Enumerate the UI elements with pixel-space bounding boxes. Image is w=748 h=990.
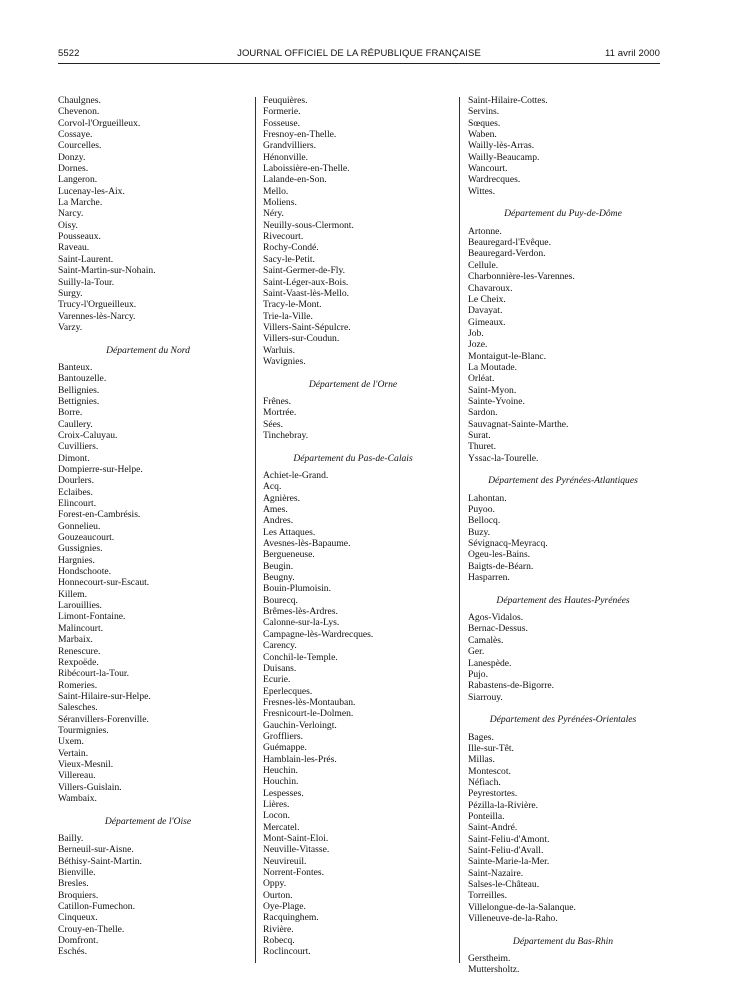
commune-entry: Saint-Feliu-d'Avall.	[468, 845, 544, 856]
commune-entry: Narcy.	[58, 208, 84, 220]
commune-entry: Dompierre-sur-Helpe.	[58, 464, 143, 475]
commune-entry: Croix-Caluyau.	[58, 429, 118, 441]
commune-entry: Racquinghem.	[263, 912, 319, 924]
commune-entry: Hondschoote.	[58, 566, 112, 578]
commune-entry: Pousseaux.	[58, 231, 101, 243]
commune-entry: Ger.	[468, 646, 485, 658]
spacer	[263, 367, 443, 378]
commune-entry: Bourecq.	[263, 594, 298, 606]
commune-entry: Achiet-le-Grand.	[263, 470, 329, 481]
commune-entry: Le Cheix.	[468, 293, 506, 305]
commune-entry: Wancourt.	[468, 163, 508, 175]
commune-entry: Gerstheim.	[468, 953, 511, 965]
commune-entry: Duisans.	[263, 662, 297, 674]
commune-entry: Sauvagnat-Sainte-Marthe.	[468, 418, 569, 430]
commune-entry: Job.	[468, 327, 484, 339]
commune-entry: Camalès.	[468, 634, 504, 646]
commune-entry: Mont-Saint-Eloi.	[263, 833, 329, 844]
commune-entry: Uxem.	[58, 736, 84, 748]
commune-entry: Saint-Léger-aux-Bois.	[263, 276, 349, 288]
commune-entry: Donzy.	[58, 151, 86, 163]
commune-entry: Béthisy-Saint-Martin.	[58, 855, 142, 867]
commune-entry: Saint-Myon.	[468, 384, 517, 396]
commune-entry: Frênes.	[263, 395, 291, 407]
commune-entry: Vertain.	[58, 747, 89, 759]
commune-entry: Catillon-Fumechon.	[58, 901, 136, 913]
commune-entry: Lahontan.	[468, 492, 507, 504]
commune-entry: Pujo.	[468, 668, 488, 680]
commune-entry: Saint-Vaast-lès-Mello.	[263, 287, 350, 299]
commune-entry: Séranvillers-Forenville.	[58, 713, 149, 725]
commune-entry: Sœques.	[468, 117, 501, 129]
commune-entry: Les Attaques.	[263, 526, 316, 538]
commune-entry: Feuquières.	[263, 95, 308, 106]
commune-entry: Crouy-en-Thelle.	[58, 923, 125, 935]
commune-entry: Neuvireuil.	[263, 855, 307, 867]
commune-entry: Locon.	[263, 810, 290, 822]
commune-entry: Roclincourt.	[263, 946, 311, 958]
department-heading: Département du Nord	[106, 344, 190, 356]
commune-entry: Fresnoy-en-Thelle.	[263, 129, 337, 141]
commune-entry: Buzy.	[468, 526, 491, 538]
commune-entry: Lucenay-les-Aix.	[58, 185, 125, 197]
column-2	[263, 95, 443, 958]
department-heading: Département des Pyrénées-Orientales	[489, 714, 637, 726]
commune-entry: Tracy-le-Mont.	[263, 299, 322, 311]
commune-entry: Wittes.	[468, 185, 496, 197]
commune-entry: Vieux-Mesnil.	[58, 758, 114, 770]
commune-entry: Saint-Martin-sur-Nohain.	[58, 265, 156, 277]
commune-entry: Davayat.	[468, 305, 503, 317]
department-heading: Département de l'Orne	[308, 378, 398, 390]
publication-date: 11 avril 2000	[605, 48, 660, 59]
commune-entry: Mello.	[263, 185, 289, 197]
commune-entry: Gussignies.	[58, 543, 103, 555]
commune-entry: Salses-le-Château.	[468, 879, 540, 891]
commune-entry: Charbonnière-les-Varennes.	[468, 271, 575, 283]
commune-entry: Eperlecques.	[263, 685, 313, 697]
page-header	[58, 48, 660, 62]
commune-entry: Langeron.	[58, 174, 98, 186]
commune-entry: Ogeu-les-Bains.	[468, 549, 531, 561]
commune-entry: Mortrée.	[263, 407, 297, 419]
commune-entry: Sacy-le-Petit.	[263, 253, 315, 265]
commune-entry: Pézilla-la-Rivière.	[468, 799, 539, 811]
commune-entry: Lespesses.	[263, 787, 304, 799]
spacer	[58, 333, 238, 344]
commune-entry: Bettignies.	[58, 395, 100, 407]
column-3	[468, 95, 658, 976]
department-heading: Département des Pyrénées-Atlantiques	[488, 475, 638, 487]
spacer	[468, 924, 658, 935]
commune-entry: Puyoo.	[468, 504, 495, 516]
commune-entry: Guémappe.	[263, 742, 307, 754]
commune-entry: Cellule.	[468, 259, 499, 271]
commune-entry: Villers-Saint-Sépulcre.	[263, 321, 351, 333]
commune-entry: Surat.	[468, 429, 491, 441]
commune-entry: Orléat.	[468, 373, 495, 385]
commune-entry: Néry.	[263, 208, 284, 220]
commune-entry: Ille-sur-Têt.	[468, 742, 514, 754]
commune-entry: Killem.	[58, 588, 88, 600]
commune-entry: Cuvilliers.	[58, 441, 99, 453]
commune-entry: Siarrouy.	[468, 691, 503, 703]
commune-entry: Wailly-Beaucamp.	[468, 151, 540, 163]
commune-entry: Peyrestortes.	[468, 788, 518, 800]
commune-entry: Fresnicourt-le-Dolmen.	[263, 708, 354, 720]
commune-entry: Honnecourt-sur-Escaut.	[58, 577, 150, 589]
commune-entry: Villelongue-de-la-Salanque.	[468, 901, 576, 913]
commune-entry: Berneuil-sur-Aisne.	[58, 844, 134, 856]
commune-entry: Agnières.	[263, 492, 301, 504]
commune-entry: Chevenon.	[58, 106, 100, 118]
commune-entry: Hasparren.	[468, 572, 510, 584]
commune-entry: Torreilles.	[468, 890, 508, 902]
spacer	[468, 703, 658, 714]
department-heading: Département du Bas-Rhin	[512, 935, 614, 947]
commune-entry: Joze.	[468, 339, 488, 351]
commune-entry: Bailly.	[58, 833, 84, 844]
commune-entry: Oppy.	[263, 878, 287, 890]
department-heading: Département du Puy-de-Dôme	[504, 208, 622, 220]
commune-entry: Wailly-lès-Arras.	[468, 140, 535, 152]
commune-entry: Tinchebray.	[263, 429, 309, 441]
commune-entry: Hamblain-les-Prés.	[263, 753, 337, 765]
commune-entry: Servins.	[468, 106, 500, 118]
commune-entry: Ponteilla.	[468, 810, 505, 822]
commune-entry: Néfiach.	[468, 776, 501, 788]
commune-entry: Cossaye.	[58, 129, 93, 141]
commune-entry: Ourton.	[263, 889, 293, 901]
commune-entry: Groffliers.	[263, 730, 304, 742]
commune-entry: Marbaix.	[58, 634, 93, 646]
column-1	[58, 95, 238, 958]
commune-entry: Moliens.	[263, 197, 297, 209]
commune-entry: Neuilly-sous-Clermont.	[263, 219, 354, 231]
commune-entry: Malincourt.	[58, 622, 104, 634]
commune-entry: Saint-Germer-de-Fly.	[263, 265, 346, 277]
commune-entry: Avesnes-lès-Bapaume.	[263, 538, 351, 550]
commune-entry: Villereau.	[58, 770, 96, 782]
commune-entry: Hénonville.	[263, 151, 309, 163]
commune-entry: Romeries.	[58, 679, 98, 691]
commune-entry: Ecurie.	[263, 674, 291, 686]
commune-entry: Waben.	[468, 129, 497, 141]
commune-entry: Gauchin-Verloingt.	[263, 719, 337, 731]
commune-entry: Gonnelieu.	[58, 520, 101, 532]
commune-entry: Bresles.	[58, 878, 89, 890]
page-number: 5522	[58, 48, 80, 59]
commune-entry: Agos-Vidalos.	[468, 612, 524, 624]
commune-entry: Dourlers.	[58, 475, 94, 487]
commune-entry: Eschés.	[58, 946, 88, 958]
commune-entry: Villers-Guislain.	[58, 781, 122, 793]
commune-entry: Dornes.	[58, 163, 89, 175]
spacer	[263, 441, 443, 452]
spacer	[468, 464, 658, 475]
commune-entry: Saint-André.	[468, 822, 518, 834]
commune-entry: Sainte-Marie-la-Mer.	[468, 856, 550, 868]
spacer	[58, 804, 238, 815]
commune-entry: Sainte-Yvoine.	[468, 395, 525, 407]
commune-entry: Montescot.	[468, 765, 511, 777]
commune-entry: Fresnes-lès-Montauban.	[263, 696, 356, 708]
commune-entry: Artonne.	[468, 225, 502, 237]
commune-entry: Dimont.	[58, 452, 90, 464]
commune-entry: Raveau.	[58, 242, 90, 254]
commune-entry: Bienville.	[58, 867, 96, 879]
commune-entry: Broquiers.	[58, 889, 99, 901]
journal-title: JOURNAL OFFICIEL DE LA RÉPUBLIQUE FRANÇAISE	[237, 48, 481, 59]
commune-entry: Campagne-lès-Wardrecques.	[263, 628, 374, 640]
commune-entry: Andres.	[263, 515, 294, 527]
commune-entry: Acq.	[263, 481, 282, 493]
commune-entry: Wavignies.	[263, 355, 306, 367]
commune-entry: Saint-Laurent.	[58, 253, 114, 265]
commune-entry: Chavaroux.	[468, 282, 513, 294]
commune-entry: Neuville-Vitasse.	[263, 844, 330, 856]
commune-entry: Saint-Hilaire-sur-Helpe.	[58, 690, 151, 702]
commune-entry: Caullery.	[58, 418, 93, 430]
commune-entry: Courcelles.	[58, 140, 102, 152]
commune-entry: Beugin.	[263, 560, 294, 572]
spacer	[468, 197, 658, 208]
commune-entry: Carency.	[263, 640, 297, 652]
commune-entry: Surgy.	[58, 287, 83, 299]
commune-entry: Eclaibes.	[58, 486, 93, 498]
commune-entry: Trie-la-Ville.	[263, 310, 313, 322]
commune-entry: Bergueneuse.	[263, 549, 315, 561]
commune-entry: Montaigut-le-Blanc.	[468, 350, 547, 362]
commune-entry: Wardrecques.	[468, 174, 521, 186]
commune-entry: Laboissière-en-Thelle.	[263, 163, 350, 175]
commune-entry: Sardon.	[468, 407, 498, 419]
commune-entry: Villeneuve-de-la-Raho.	[468, 913, 558, 925]
commune-entry: Bellignies.	[58, 384, 100, 396]
commune-entry: Brêmes-lès-Ardres.	[263, 606, 338, 618]
commune-entry: Ribécourt-la-Tour.	[58, 668, 129, 680]
commune-entry: Muttersholtz.	[468, 964, 520, 976]
commune-entry: Thuret.	[468, 441, 496, 453]
commune-entry: Beugny.	[263, 572, 295, 584]
commune-entry: Formerie.	[263, 106, 301, 118]
commune-entry: La Moutade.	[468, 361, 518, 373]
commune-entry: Varzy.	[58, 321, 83, 333]
commune-entry: Saint-Nazaire.	[468, 867, 524, 879]
department-heading: Département du Pas-de-Calais	[293, 452, 413, 464]
commune-entry: Bouin-Plumoisin.	[263, 583, 331, 595]
commune-entry: Oisy.	[58, 219, 78, 231]
commune-entry: Wambaix.	[58, 792, 97, 804]
commune-entry: Lanespède.	[468, 657, 512, 669]
commune-entry: Lalande-en-Son.	[263, 174, 327, 186]
column-separator	[255, 97, 256, 963]
commune-entry: Ames.	[263, 504, 288, 516]
commune-entry: Cinqueux.	[58, 912, 98, 924]
commune-entry: Sévignacq-Meyracq.	[468, 538, 548, 550]
commune-entry: Hargnies.	[58, 554, 95, 566]
commune-entry: Borre.	[58, 407, 83, 419]
column-separator	[459, 97, 460, 963]
commune-entry: Salesches.	[58, 702, 98, 714]
commune-entry: Forest-en-Cambrésis.	[58, 509, 141, 521]
commune-entry: La Marche.	[58, 197, 103, 209]
commune-entry: Fosseuse.	[263, 117, 301, 129]
commune-entry: Houchin.	[263, 776, 299, 788]
commune-entry: Limont-Fontaine.	[58, 611, 126, 623]
commune-entry: Suilly-la-Tour.	[58, 276, 115, 288]
commune-entry: Renescure.	[58, 645, 101, 657]
commune-entry: Grandvilliers.	[263, 140, 317, 152]
commune-entry: Calonne-sur-la-Lys.	[263, 617, 340, 629]
commune-entry: Elincourt.	[58, 498, 97, 510]
commune-entry: Yssac-la-Tourelle.	[468, 452, 539, 464]
commune-entry: Rivecourt.	[263, 231, 304, 243]
commune-entry: Bernac-Dessus.	[468, 623, 528, 635]
commune-entry: Robecq.	[263, 935, 295, 947]
commune-entry: Gouzeaucourt.	[58, 532, 115, 544]
commune-entry: Norrent-Fontes.	[263, 867, 325, 879]
commune-entry: Domfront.	[58, 935, 99, 947]
commune-entry: Rexpoëde.	[58, 656, 99, 668]
commune-entry: Sées.	[263, 418, 283, 430]
commune-entry: Varennes-lès-Narcy.	[58, 310, 136, 322]
commune-entry: Banteux.	[58, 361, 93, 373]
commune-entry: Saint-Hilaire-Cottes.	[468, 95, 548, 106]
header-rule	[58, 63, 660, 64]
commune-entry: Conchil-le-Temple.	[263, 651, 338, 663]
commune-entry: Trucy-l'Orgueilleux.	[58, 299, 137, 311]
department-heading: Département de l'Oise	[104, 815, 192, 827]
commune-entry: Lières.	[263, 798, 290, 810]
commune-entry: Mercatel.	[263, 821, 300, 833]
commune-entry: Baigts-de-Béarn.	[468, 560, 534, 572]
commune-entry: Beauregard-Verdon.	[468, 248, 546, 260]
commune-entry: Larouillies.	[58, 600, 102, 612]
commune-entry: Bages.	[468, 731, 494, 743]
commune-entry: Villers-sur-Coudun.	[263, 333, 340, 345]
commune-entry: Millas.	[468, 754, 495, 766]
commune-entry: Rochy-Condé.	[263, 242, 319, 254]
commune-entry: Rivière.	[263, 923, 294, 935]
commune-entry: Tourmignies.	[58, 724, 109, 736]
commune-entry: Bantouzelle.	[58, 373, 107, 385]
commune-entry: Saint-Feliu-d'Amont.	[468, 833, 550, 845]
department-heading: Département des Hautes-Pyrénées	[496, 594, 630, 606]
commune-entry: Chaulgnes.	[58, 95, 101, 106]
spacer	[468, 583, 658, 594]
commune-entry: Heuchin.	[263, 764, 298, 776]
commune-entry: Beauregard-l'Evêque.	[468, 237, 551, 249]
commune-entry: Corvol-l'Orgueilleux.	[58, 117, 141, 129]
commune-entry: Bellocq.	[468, 515, 501, 527]
commune-entry: Gimeaux.	[468, 316, 506, 328]
commune-entry: Rabastens-de-Bigorre.	[468, 680, 555, 692]
commune-entry: Oye-Plage.	[263, 901, 306, 913]
commune-entry: Warluis.	[263, 344, 295, 356]
